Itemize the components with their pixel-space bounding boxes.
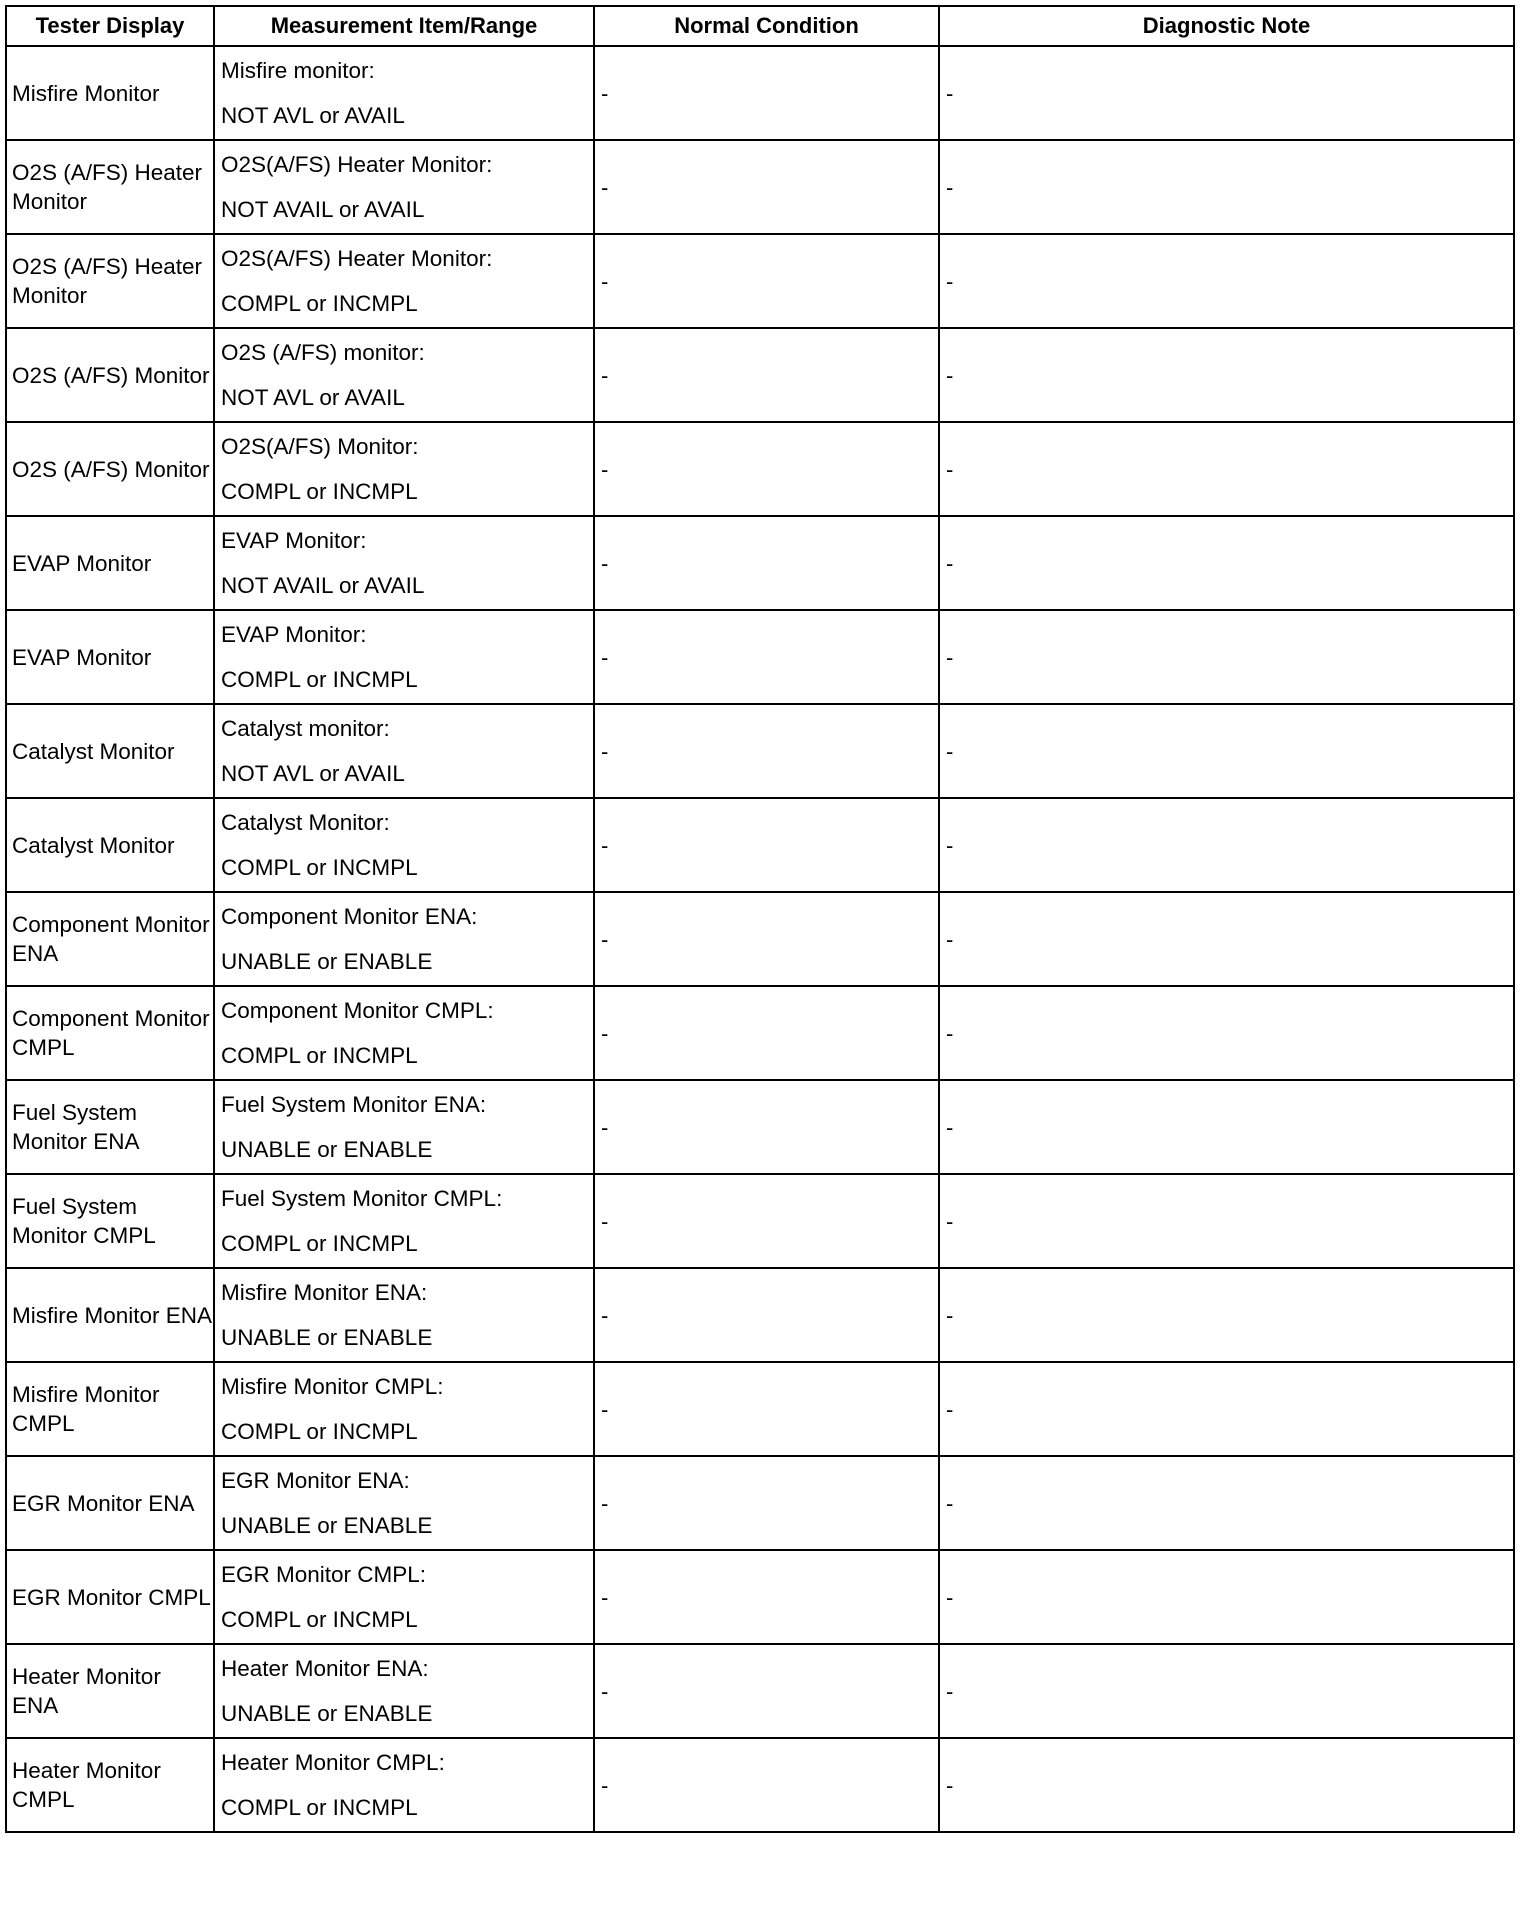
table-row (6, 986, 1514, 1080)
measurement-item-label: Fuel System Monitor CMPL: (221, 1186, 503, 1211)
measurement-range: COMPL or INCMPL (221, 1231, 418, 1256)
measurement-range: NOT AVL or AVAIL (221, 103, 405, 128)
measurement-range: NOT AVAIL or AVAIL (221, 197, 425, 222)
measurement-range: COMPL or INCMPL (221, 1419, 418, 1444)
diagnostic-note-cell: - (939, 234, 1514, 328)
normal-condition-cell: - (594, 1268, 939, 1362)
col-header-diagnostic-note: Diagnostic Note (939, 6, 1514, 46)
normal-condition-cell: - (594, 1644, 939, 1738)
normal-condition-cell: - (594, 610, 939, 704)
data-list-sheet (5, 5, 1513, 1833)
measurement-cell (214, 1362, 594, 1456)
measurement-cell (214, 704, 594, 798)
table-row (6, 234, 1514, 328)
table-row (6, 1738, 1514, 1832)
measurement-range: UNABLE or ENABLE (221, 949, 433, 974)
diagnostic-note-cell: - (939, 610, 1514, 704)
measurement-cell (214, 986, 594, 1080)
table-row (6, 328, 1514, 422)
diagnostic-note-cell: - (939, 516, 1514, 610)
measurement-item-label: EGR Monitor ENA: (221, 1468, 410, 1493)
diagnostic-note-cell: - (939, 1456, 1514, 1550)
tester-display-cell: EGR Monitor ENA (6, 1456, 214, 1550)
measurement-cell (214, 1644, 594, 1738)
tester-display-cell: Catalyst Monitor (6, 798, 214, 892)
measurement-cell (214, 46, 594, 140)
tester-display-cell: Misfire Monitor ENA (6, 1268, 214, 1362)
tester-display-cell: Misfire Monitor (6, 46, 214, 140)
measurement-range: UNABLE or ENABLE (221, 1137, 433, 1162)
measurement-item-label: Catalyst Monitor: (221, 810, 390, 835)
measurement-cell (214, 516, 594, 610)
measurement-range: COMPL or INCMPL (221, 855, 418, 880)
table-row (6, 46, 1514, 140)
measurement-range: UNABLE or ENABLE (221, 1325, 433, 1350)
diagnostic-note-cell: - (939, 1738, 1514, 1832)
normal-condition-cell: - (594, 1174, 939, 1268)
measurement-cell (214, 798, 594, 892)
tester-display-cell: EGR Monitor CMPL (6, 1550, 214, 1644)
measurement-item-label: O2S(A/FS) Monitor: (221, 434, 419, 459)
measurement-cell (214, 1456, 594, 1550)
diagnostic-note-cell: - (939, 704, 1514, 798)
normal-condition-cell: - (594, 46, 939, 140)
measurement-cell (214, 610, 594, 704)
measurement-item-label: Fuel System Monitor ENA: (221, 1092, 487, 1117)
measurement-range: NOT AVL or AVAIL (221, 385, 405, 410)
table-row (6, 798, 1514, 892)
measurement-item-label: Heater Monitor CMPL: (221, 1750, 445, 1775)
measurement-item-label: EVAP Monitor: (221, 528, 367, 553)
measurement-item-label: Misfire monitor: (221, 58, 375, 83)
measurement-range: UNABLE or ENABLE (221, 1701, 433, 1726)
measurement-range: COMPL or INCMPL (221, 1043, 418, 1068)
measurement-item-label: O2S (A/FS) monitor: (221, 340, 425, 365)
normal-condition-cell: - (594, 798, 939, 892)
normal-condition-cell: - (594, 1080, 939, 1174)
measurement-cell (214, 1550, 594, 1644)
diagnostic-note-cell: - (939, 1362, 1514, 1456)
table-row (6, 704, 1514, 798)
diagnostic-note-cell: - (939, 1174, 1514, 1268)
tester-display-cell: Component Monitor CMPL (6, 986, 214, 1080)
diagnostic-note-cell: - (939, 798, 1514, 892)
diagnostic-note-cell: - (939, 422, 1514, 516)
tester-display-cell: Heater Monitor CMPL (6, 1738, 214, 1832)
measurement-item-label: EVAP Monitor: (221, 622, 367, 647)
normal-condition-cell: - (594, 892, 939, 986)
normal-condition-cell: - (594, 1456, 939, 1550)
measurement-cell (214, 1268, 594, 1362)
measurement-item-label: Heater Monitor ENA: (221, 1656, 429, 1681)
normal-condition-cell: - (594, 704, 939, 798)
measurement-item-label: O2S(A/FS) Heater Monitor: (221, 246, 493, 271)
diagnostic-note-cell: - (939, 328, 1514, 422)
tester-display-cell: Component Monitor ENA (6, 892, 214, 986)
normal-condition-cell: - (594, 422, 939, 516)
tester-display-cell: EVAP Monitor (6, 610, 214, 704)
measurement-item-label: Component Monitor CMPL: (221, 998, 494, 1023)
tester-display-cell: O2S (A/FS) Monitor (6, 422, 214, 516)
tester-display-cell: Fuel System Monitor CMPL (6, 1174, 214, 1268)
table-row (6, 1550, 1514, 1644)
normal-condition-cell: - (594, 234, 939, 328)
table-row (6, 1080, 1514, 1174)
tester-display-cell: EVAP Monitor (6, 516, 214, 610)
tester-display-cell: Catalyst Monitor (6, 704, 214, 798)
diagnostic-note-cell: - (939, 1080, 1514, 1174)
table-row (6, 892, 1514, 986)
tester-display-cell: O2S (A/FS) Monitor (6, 328, 214, 422)
normal-condition-cell: - (594, 986, 939, 1080)
diagnostic-note-cell: - (939, 46, 1514, 140)
table-row (6, 610, 1514, 704)
measurement-range: COMPL or INCMPL (221, 1607, 418, 1632)
diagnostic-note-cell: - (939, 892, 1514, 986)
measurement-range: NOT AVL or AVAIL (221, 761, 405, 786)
measurement-cell (214, 140, 594, 234)
diagnostic-note-cell: - (939, 1550, 1514, 1644)
tester-display-cell: Fuel System Monitor ENA (6, 1080, 214, 1174)
diagnostic-note-cell: - (939, 140, 1514, 234)
table-row (6, 140, 1514, 234)
table-row (6, 1644, 1514, 1738)
measurement-range: COMPL or INCMPL (221, 1795, 418, 1820)
measurement-range: COMPL or INCMPL (221, 291, 418, 316)
tester-display-cell: O2S (A/FS) Heater Monitor (6, 234, 214, 328)
measurement-cell (214, 1738, 594, 1832)
diagnostic-note-cell: - (939, 1644, 1514, 1738)
col-header-measurement-item: Measurement Item/Range (214, 6, 594, 46)
normal-condition-cell: - (594, 1738, 939, 1832)
table-row (6, 1456, 1514, 1550)
tester-display-cell: Heater Monitor ENA (6, 1644, 214, 1738)
measurement-range: COMPL or INCMPL (221, 667, 418, 692)
measurement-item-label: O2S(A/FS) Heater Monitor: (221, 152, 493, 177)
table-body (6, 46, 1514, 1832)
tester-display-cell: Misfire Monitor CMPL (6, 1362, 214, 1456)
measurement-item-label: Component Monitor ENA: (221, 904, 478, 929)
table-row (6, 422, 1514, 516)
tester-display-cell: O2S (A/FS) Heater Monitor (6, 140, 214, 234)
table-row (6, 1362, 1514, 1456)
measurement-item-label: Catalyst monitor: (221, 716, 390, 741)
measurement-cell (214, 1174, 594, 1268)
diagnostic-note-cell: - (939, 986, 1514, 1080)
measurement-cell (214, 422, 594, 516)
table-row (6, 516, 1514, 610)
measurement-cell (214, 1080, 594, 1174)
diagnostic-note-cell: - (939, 1268, 1514, 1362)
measurement-cell (214, 328, 594, 422)
normal-condition-cell: - (594, 140, 939, 234)
measurement-item-label: Misfire Monitor CMPL: (221, 1374, 444, 1399)
normal-condition-cell: - (594, 1362, 939, 1456)
measurement-range: NOT AVAIL or AVAIL (221, 573, 425, 598)
table-header-row (6, 6, 1514, 46)
measurement-item-label: Misfire Monitor ENA: (221, 1280, 428, 1305)
table-row (6, 1268, 1514, 1362)
measurement-cell (214, 234, 594, 328)
measurement-range: COMPL or INCMPL (221, 479, 418, 504)
normal-condition-cell: - (594, 516, 939, 610)
measurement-cell (214, 892, 594, 986)
col-header-tester-display: Tester Display (6, 6, 214, 46)
table-row (6, 1174, 1514, 1268)
measurement-item-label: EGR Monitor CMPL: (221, 1562, 427, 1587)
monitor-status-table (5, 5, 1515, 1833)
measurement-range: UNABLE or ENABLE (221, 1513, 433, 1538)
normal-condition-cell: - (594, 1550, 939, 1644)
col-header-normal-condition: Normal Condition (594, 6, 939, 46)
normal-condition-cell: - (594, 328, 939, 422)
